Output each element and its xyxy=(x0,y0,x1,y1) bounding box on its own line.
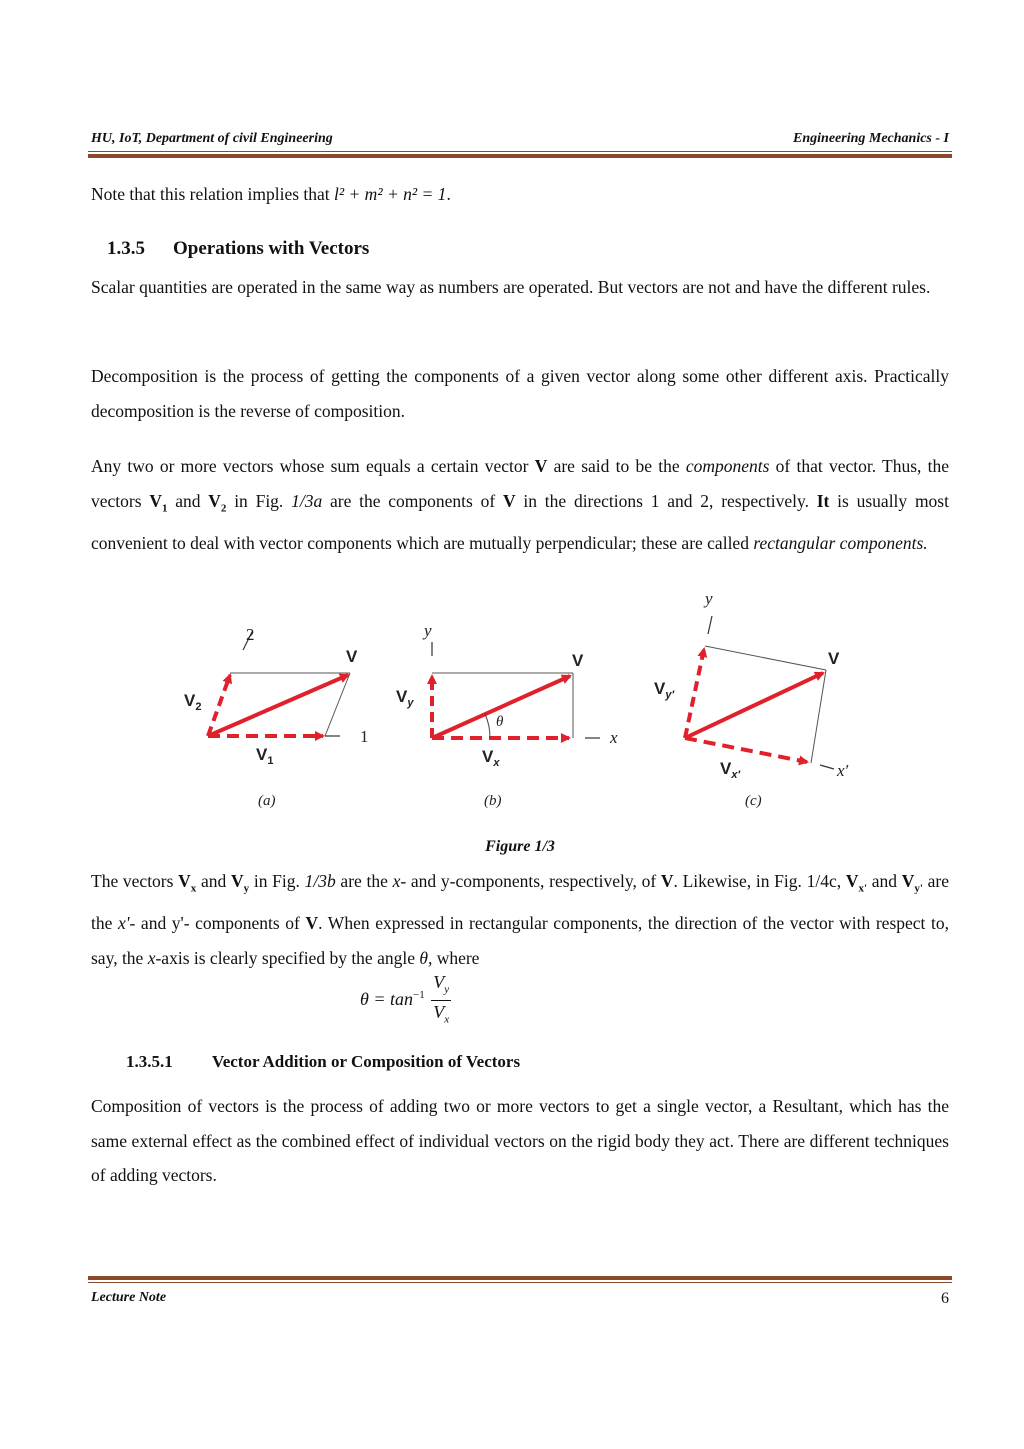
header-rule-thin xyxy=(88,151,952,152)
paragraph-scalar: Scalar quantities are operated in the same way as numbers are operated. But vectors are not and have the different rules. xyxy=(91,277,931,297)
figure-1-3 xyxy=(170,590,890,820)
footer-label: Lecture Note xyxy=(91,1290,167,1305)
label-c-x: x′ xyxy=(837,761,849,780)
label-a-V2: $V_2$ xyxy=(184,691,202,713)
label-c-V: V xyxy=(828,649,840,668)
paragraph-decomposition: Decomposition is the process of getting the components of a given vector along some other different axis. Practically decomposition is the reverse of composition. xyxy=(91,366,949,421)
section-heading: 1.3.5 Operations with Vectors xyxy=(107,238,370,259)
label-b-theta: θ xyxy=(496,714,504,730)
figure-part-c xyxy=(654,590,849,809)
label-a-1: 1 xyxy=(360,727,369,746)
label-a-2: 2 xyxy=(246,625,255,644)
header-right: Engineering Mechanics - I xyxy=(793,131,949,146)
subsection-heading: 1.3.5.1 Vector Addition or Composition of Vectors xyxy=(126,1052,521,1071)
header-rule-thick xyxy=(88,154,952,158)
paragraph-composition: Composition of vectors is the process of adding two or more vectors to get a single vector, a Resultant, which has the same external effect as the combined effect of individual vectors on the rigid body they act. There are different techniques of adding vectors. xyxy=(91,1096,949,1185)
header-left: HU, IoT, Department of civil Engineering xyxy=(91,131,333,146)
label-b-Vx: $V_x$ xyxy=(482,747,500,769)
paragraph-rectangular: The vectors $V_x$ and $V_y$ in Fig. 1/3b are the x- and y-components, respectively, of V. Likewise, in Fig. 1/4c, $V_{x'}$ and $V_{y'}$ are the x'- and y'- components of V. When expressed in rectangular components, the direction of the vector with respect to, say, the x-axis is clearly specified by the angle θ, where xyxy=(91,871,949,968)
theta-formula: $\theta = \tan^{-1}$ $\frac{V_y}{V_x}$ xyxy=(360,972,450,1026)
label-b-V: V xyxy=(572,651,584,670)
label-b-x: x xyxy=(610,728,618,747)
label-a-V: V xyxy=(346,647,358,666)
footer-rule-thick xyxy=(88,1276,952,1280)
note-line: Note that this relation implies that l² + m² + n² = 1. xyxy=(91,184,451,204)
figure-part-a xyxy=(184,625,369,809)
figure-part-b xyxy=(396,621,618,809)
label-a-tag: (a) xyxy=(258,793,276,809)
label-b-tag: (b) xyxy=(484,793,502,809)
label-a-V1: $V_1$ xyxy=(256,745,274,767)
paragraph-components: Any two or more vectors whose sum equals a certain vector V are said to be the components of that vector. Thus, the vectors $V_1$ and $V_2$ in Fig. 1/3a are the components of V in the directions 1 and 2, respectively. It is usually most convenient to deal with vector components which are mutually perpendicular; these are called rectangular components. xyxy=(91,456,949,553)
page-number: 6 xyxy=(941,1290,949,1307)
note-equation: l² + m² + n² = 1 xyxy=(334,184,447,204)
label-b-Vy: $V_y$ xyxy=(396,687,414,709)
label-c-y: y xyxy=(705,590,713,608)
label-c-Vy: $V_{y'}$ xyxy=(654,679,675,701)
label-c-tag: (c) xyxy=(745,793,762,809)
figure-caption: Figure 1/3 xyxy=(485,838,555,855)
label-b-y: y xyxy=(424,621,432,640)
footer-rule-thin xyxy=(88,1282,952,1283)
label-c-Vx: $V_{x'}$ xyxy=(720,759,741,781)
